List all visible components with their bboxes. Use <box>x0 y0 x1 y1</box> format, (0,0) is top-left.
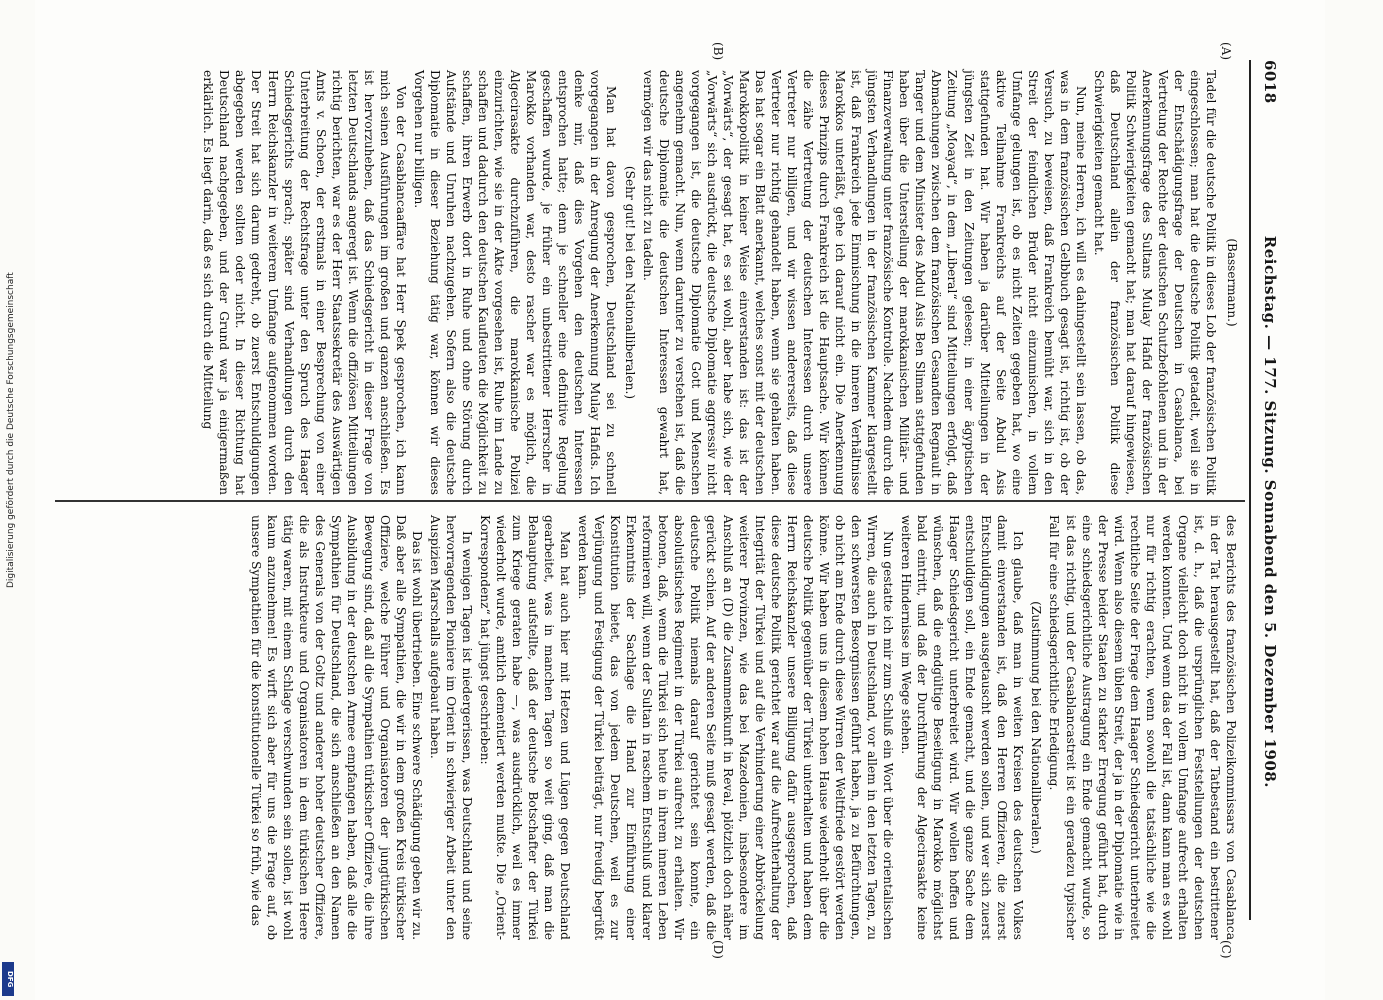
left-column <box>198 70 1239 495</box>
paragraph: Von der Casablancaaffäre hat Herr Spek gesprochen, ich kann mich seinen Ausführungen im großen und ganzen anschließen. Es ist hervorzuheben, daß das Schiedsgericht in dieser Frage von letzten Deutschlands angeregt ist. Wenn die offiziösen Mitteilungen richtig berichten, war es der Herr Staatssekretär des Auswärtigen Amts v. Schoen, der erstmals in einer Besprechung von einer Unterbreitung der Rechtsfrage unter den Spruch des Haager Schiedsgerichts sprach; später sind Verhandlungen durch den Herrn Reichskanzler in weiterem Umfange aufgenommen worden. Der Streit hat sich darum gedreht, ob zuerst Entschuldigungen abgegeben werden sollten oder nicht. In dieser Richtung hat Deutschland nachgegeben, und der Grund war ja einigermaßen erklärlich. Es liegt darin, daß es sich durch die Mitteilung <box>201 70 408 495</box>
column-divider <box>55 500 1245 502</box>
paragraph: Nun, meine Herren, ich will es dahingestellt sein lassen, ob das, was in dem französischen Gelbbuch gesagt ist, richtig ist, ob der Versuch, zu beweisen, daß Frankreich bemüht war, sich in den Streit der feindlichen Brüder nicht einzumischen, in vollem Umfange gelungen ist, ob es nicht Zeiten gegeben hat, wo eine aktive Teilnahme Frankreichs auf der Seite Abdul Asis stattgefunden hat. Wir haben ja darüber Mitteilungen in der jüngsten Zeit in den Zeitungen gelesen; in einer ägyptischen Zeitung „Moayad“, in dem „Liberal“ sind Mitteilungen erfolgt, daß Abmachungen zwischen dem französischen Gesandten Regnault in Tanger und dem Minister des Abdul Asis Ben Sliman stattgefunden haben über die Unterstellung der marokkanischen Militär- und Finanzverwaltung unter französische Kontrolle. Nachdem durch die jüngsten Verhandlungen in der französischen Kammer klargestellt ist, daß Frankreich jede Einmischung in die inneren Verhältnisse Marokkos unterläßt, gehe ich darauf nicht ein. Die Anerkennung dieses Prinzips durch Frankreich ist die Hauptsache. Wir können die zähe Vertretung der deutschen Interessen durch unsere Vertreter nur billigen, und wir wissen andererseits, daß diese Vertreter nur richtig gehandelt haben, wenn sie gehalten haben. Das hat sogar ein Blatt anerkannt, welches sonst mit der deutschen Marokkopolitik in keiner Weise einverstanden ist: das ist der „Vorwärts“, der gesagt hat, es sei wohl, aber habe sich, wie der „Vorwärts“ sich ausdrückt, die deutsche Diplomatie aggressiv nicht vorgegangen ist, die deutsche Diplomatie Gott und Menschen angenehm gemacht. Nun, wenn darunter zu verstehen ist, daß die deutsche Diplomatie die deutschen Interessen gewahrt hat, vermögen wir das nicht zu tadeln. <box>640 70 1088 495</box>
digitization-note: Digitalisierung gefördert durch die Deutsche Forschungsgemeinschaft <box>6 272 16 588</box>
margin-marker-a: (A) <box>1219 42 1233 61</box>
interjection: (Sehr gut! bei den Nationalliberalen.) <box>622 165 637 400</box>
right-column <box>246 515 1239 940</box>
page-title: Reichstag. — 177. Sitzung. Sonnabend den 5. Dezember 1908. <box>1261 235 1279 788</box>
header-rule <box>1249 60 1251 920</box>
margin-marker-b: (B) <box>711 42 725 61</box>
margin-marker-c: (C) <box>1219 940 1233 959</box>
paragraph: Das ist wohl übertrieben. Eine schwere Schädigung geben wir zu. Daß aber alle Sympathien, die wir in dem großen Kreis türkischer Offiziere, welche Führer und Organisatoren der jungtürkischen Bewegung sind, daß all die Sympathien türkischer Offiziere, die ihre Ausbildung in der deutschen Armee empfangen haben, daß alle die Sympathien für Deutschland, die sich anschließen an den Namen des Generals von der Goltz und anderer hoher deutscher Offiziere, die als Instrukteure und Organisatoren in dem türkischen Heere tätig waren, mit einem Schlage verschwunden sein sollen, ist wohl kaum anzunehmen! Es wirft sich aber für uns die Frage auf, ob unsere Sympathien für die konstitutionelle Türkei so früh, wie das <box>249 515 424 940</box>
paragraph: Nun gestatte ich mir zum Schluß ein Wort über die orientalischen Wirren, die auch in Deutschland, vor allem in den letzten Tagen, zu den schwersten Besorgnissen geführt haben, ja zu Befürchtungen, ob nicht am Ende durch diese Wirren der Weltfriede gestört werden könne. Wir haben uns in diesem hohen Hause wiederholt über die deutsche Politik gegenüber der Türkei unterhalten und haben dem Herrn Reichskanzler unsere Billigung dafür ausgesprochen, daß diese deutsche Politik gerichtet war auf die Aufrechterhaltung der Integrität der Türkei und auf die Verhinderung einer Abbröckelung weiterer Provinzen, wie das bei Mazedonien, insbesondere im Anschluß an (D) die Zusammenkunft in Reval, plötzlich doch näher gerückt schien. Auf der anderen Seite muß gesagt werden, daß die deutsche Politik niemals darauf gerichtet sein konnte, ein absolutistisches Regiment in der Türkei aufrecht zu erhalten. Wir betonen, daß, wenn die Türkei sich heute in ihrem inneren Leben reformieren will, wenn der Sultan in raschem Entschluß und klarer Erkenntnis der Sachlage die Hand zur Einführung einer Konstitution bietet, das von jedem Deutschen, weil es zur Verjüngung und Festigung der Türkei beiträgt, nur freudig begrüßt werden kann. <box>576 515 896 940</box>
paragraph: des Berichts des französischen Polizeikommissars von Casablanca in der Tat herausgestellt hat, daß der Tatbestand ein bestrittener ist, d. h., daß die ursprünglichen Feststellungen der deutschen Organe vielleicht doch nicht in vollem Umfange aufrecht erhalten werden konnten. Und wenn das der Fall ist, dann kann man es wohl nur für richtig erachten, wenn sowohl die tatsächliche wie die rechtliche Seite der Frage dem Haager Schiedsgericht unterbreitet wird. Wenn also diesem üblen Streit, der ja in der Diplomatie wie in der Presse beider Staaten zu starker Erregung geführt hat, durch eine schiedsgerichtliche Austragung ein Ende gemacht wurde, so ist das richtig, und der Casablancastreit ist ein geradezu typischer Fall für eine schiedsgerichtliche Erledigung. <box>1047 515 1238 940</box>
dfg-logo: DFG <box>2 962 14 996</box>
quotation: In wenigen Tagen ist niedergerissen, was Deutschland und seine hervorragenden Pioniere im Orient in schwieriger Arbeit unter den Auspizien Marschalls aufgebaut haben. <box>427 515 474 940</box>
paragraph: Tadel für die deutsche Politik in dieses Lob der französischen Politik eingeschlossen; man hat die deutsche Politik getadelt, weil sie in der Entschädigungsfrage der Deutschen in Casablanca, bei Vertretung der Rechte der deutschen Schutzbefohlenen und in der Anerkennungsfrage des Sultans Mulay Hafid der französischen Politik Schwierigkeiten gemacht hat; man hat darauf hingewiesen, daß Deutschland allein der französischen Politik diese Schwierigkeiten gemacht hat. <box>1091 70 1219 495</box>
page-number: 6018 <box>1261 60 1279 104</box>
interjection: (Zustimmung bei den Nationalliberalen.) <box>1029 601 1044 854</box>
paragraph: Ich glaube, daß man in weiten Kreisen des deutschen Volkes damit einverstanden ist, daß den Herren Offizieren, die zuerst Entschuldigungen ausgetauscht werden sollen, und wer sich zuerst entschuldigen soll, ein Ende gemacht, und die ganze Sache dem Haager Schiedsgericht unterbreitet wird. Wir wollen hoffen und wünschen, daß die endgültige Beseitigung in Marokko möglichst bald eintritt, und daß der Durchführung der Algecirasakte keine weiteren Hindernisse im Wege stehen. <box>899 515 1026 940</box>
paragraph: Man hat auch hier mit Hetzen und Lügen gegen Deutschland gearbeitet, was in manchen Tagen so weit ging, daß man die Behauptung aufstellte, daß der deutsche Botschafter der Türkei zum Kriege geraten habe —, was ausdrücklich, weil es immer wiederholt wurde, amtlich dementiert werden mußte. Die „Orient-Korrespondenz“ hat jüngst geschrieben: <box>477 515 573 940</box>
page-header <box>1255 60 1285 920</box>
speaker-name: (Bassermann.) <box>1225 238 1239 327</box>
scanned-page <box>35 0 1325 1000</box>
paragraph: Man hat davon gesprochen, Deutschland sei zu schnell vorgegangen in der Anregung der Anerkennung Mulay Hafids. Ich denke mir, daß dies Vorgehen den deutschen Interessen entsprochen hatte; denn je schneller eine definitive Regelung geschaffen wurde, je früher ein unbestrittener Herrscher in Marokko vorhanden war, desto rascher war es möglich, die Algecirasakte durchzuführen, die marokkanische Polizei einzurichten, wie sie in der Akte vorgesehen ist, Ruhe im Lande zu schaffen und dadurch den deutschen Kaufleuten die Möglichkeit zu schaffen, ihren Erwerb dort in Ruhe und ohne Störung durch Aufstände und Unruhen nachzugehen. Sofern also die deutsche Diplomatie in dieser Beziehung tätig war, können wir dieses Vorgehen nur billigen. <box>411 70 619 495</box>
margin-marker-d: (D) <box>711 940 725 959</box>
